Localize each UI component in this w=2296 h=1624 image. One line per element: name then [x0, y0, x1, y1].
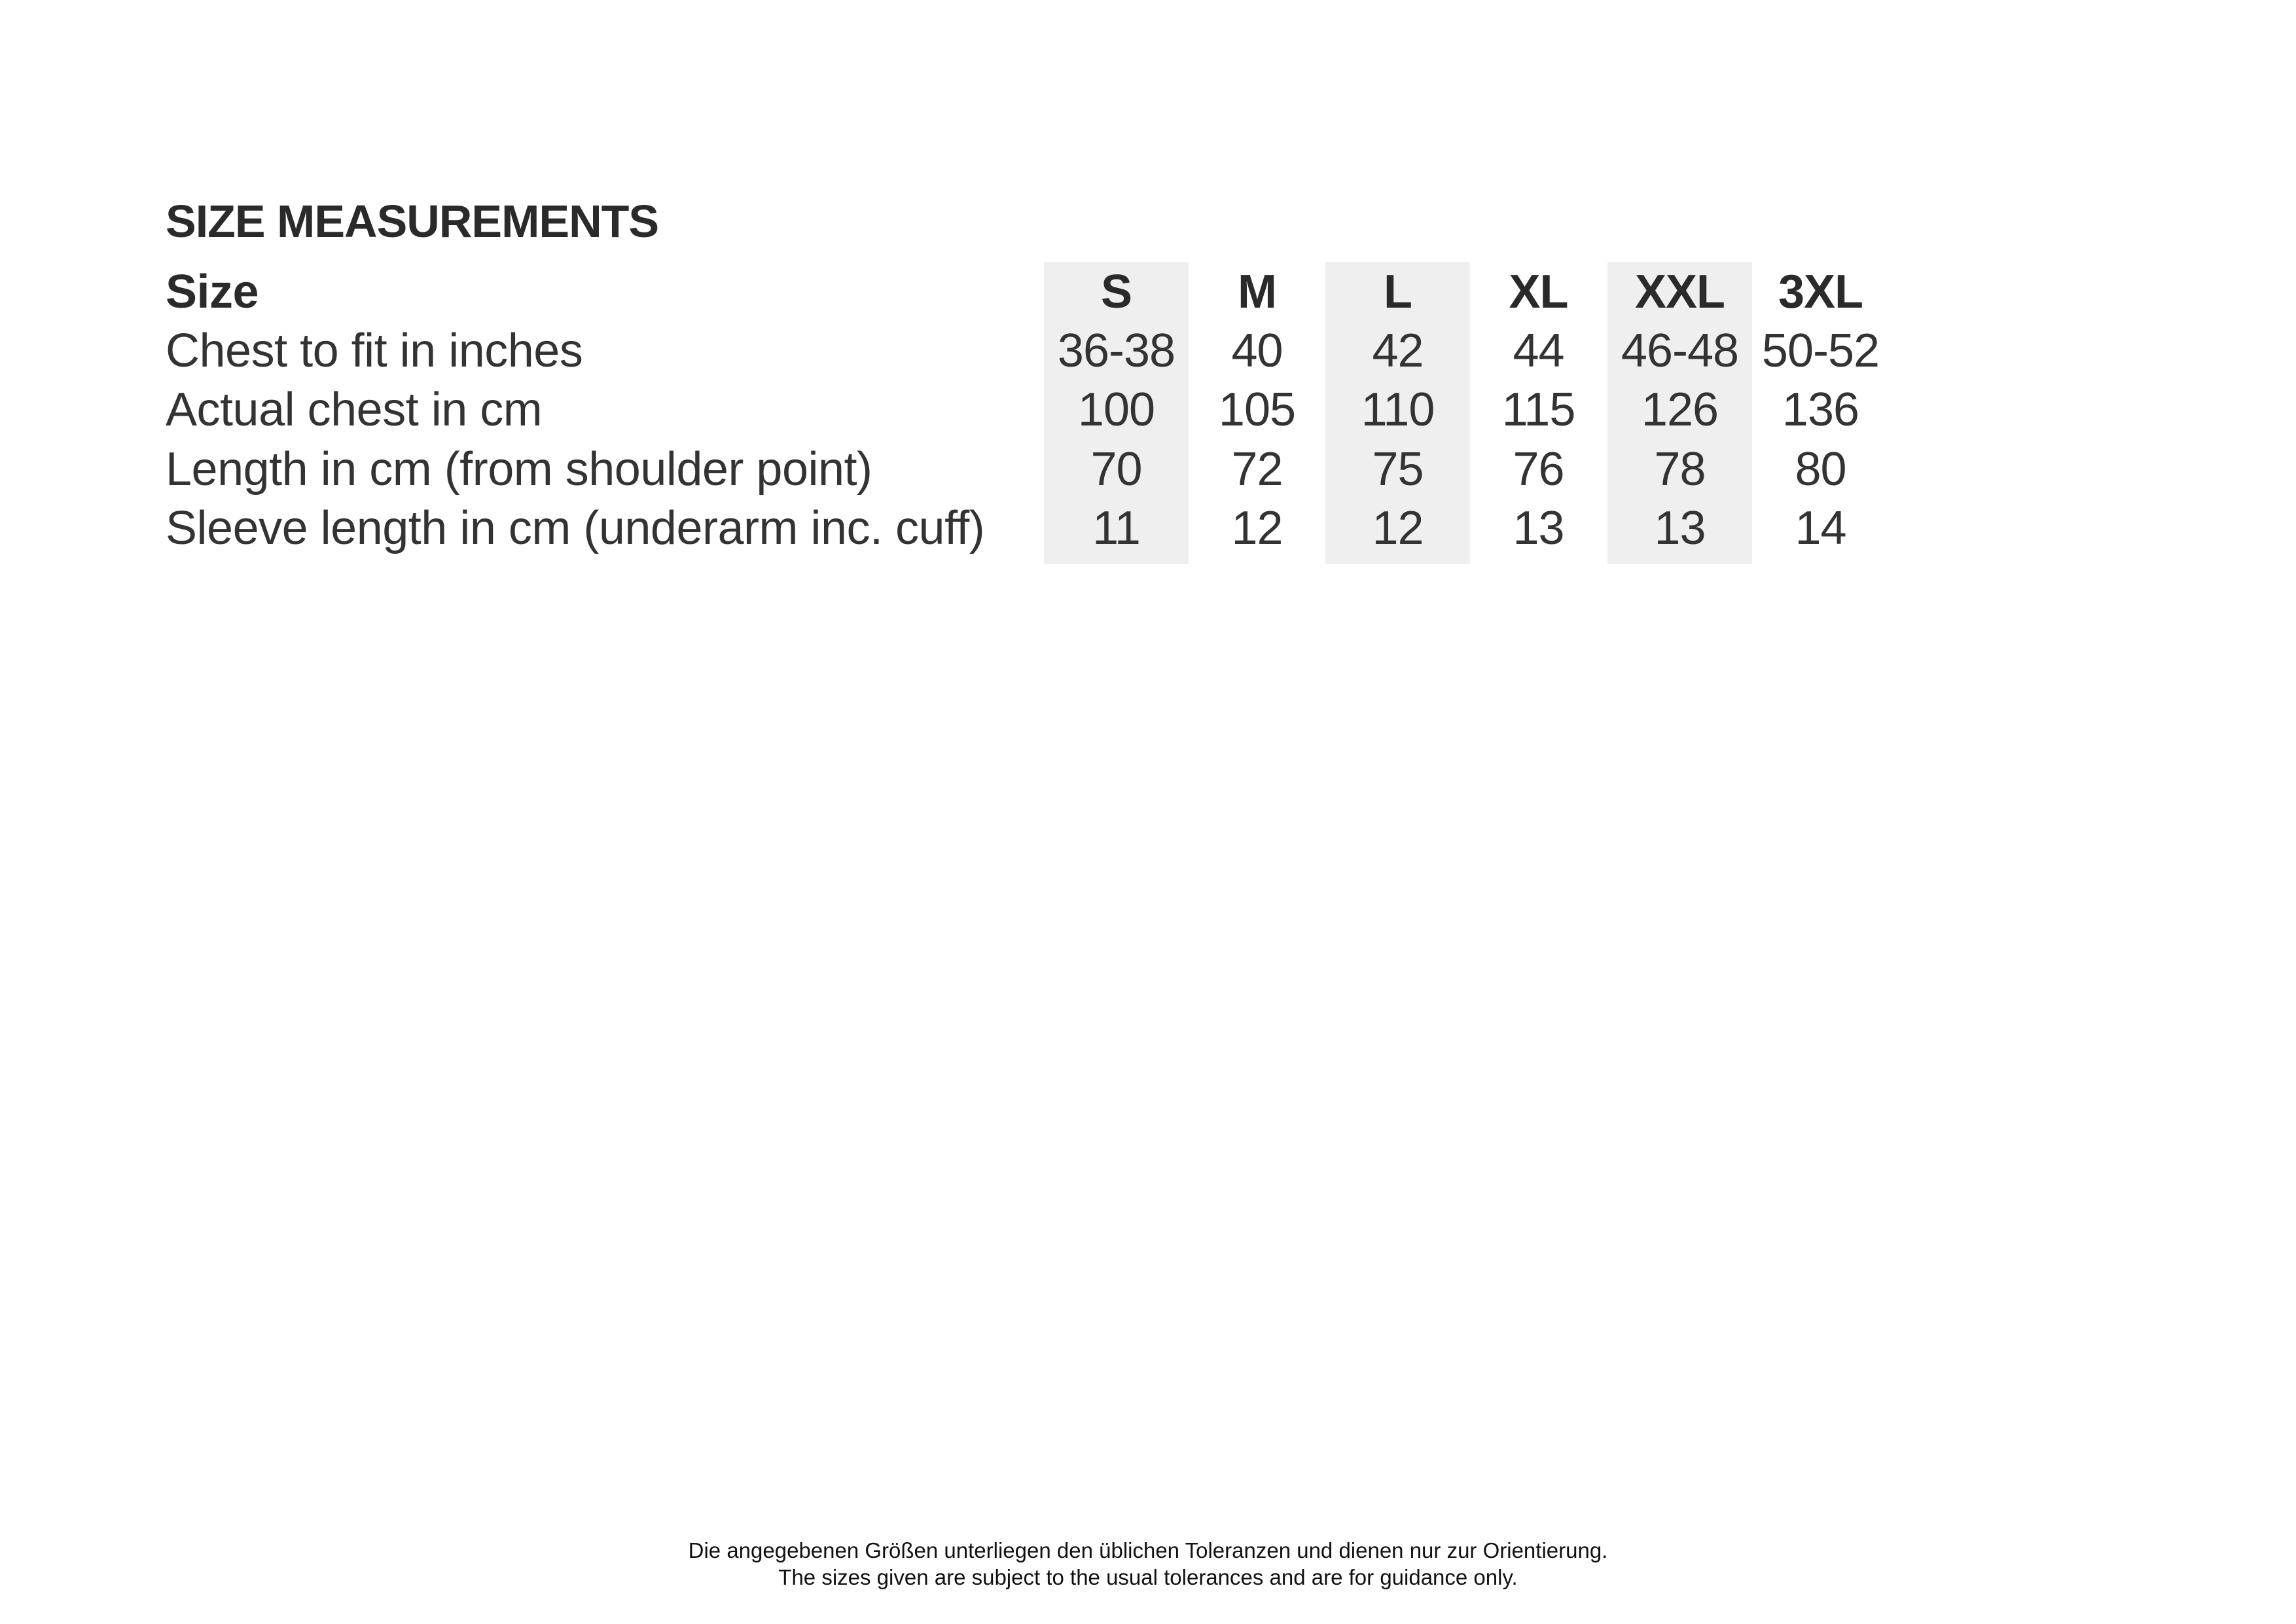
table-cell: 70	[1090, 443, 1142, 496]
size-header-xl: XL	[1509, 266, 1568, 318]
footnote-german: Die angegebenen Größen unterliegen den üblichen Toleranzen und dienen nur zur Orientierung.	[688, 1538, 1608, 1562]
table-cell: 13	[1513, 502, 1564, 554]
table-cell: 46-48	[1621, 325, 1739, 377]
page-title: SIZE MEASUREMENTS	[166, 196, 659, 247]
table-cell: 100	[1077, 384, 1155, 436]
row-label-actual-chest: Actual chest in cm	[166, 384, 543, 436]
table-cell: 11	[1092, 502, 1140, 554]
size-header-l: L	[1384, 266, 1412, 318]
table-cell: 136	[1782, 384, 1859, 436]
size-header-s: S	[1100, 266, 1132, 318]
table-cell: 75	[1372, 443, 1424, 496]
table-cell: 50-52	[1761, 325, 1880, 377]
row-label-chest-inches: Chest to fit in inches	[166, 325, 583, 377]
table-cell: 105	[1218, 384, 1296, 436]
table-cell: 14	[1795, 502, 1846, 554]
table-cell: 12	[1231, 502, 1283, 554]
table-cell: 76	[1513, 443, 1564, 496]
table-cell: 72	[1231, 443, 1283, 496]
table-cell: 36-38	[1057, 325, 1175, 377]
table-cell: 44	[1513, 325, 1564, 377]
table-cell: 115	[1501, 384, 1575, 436]
footnote-english: The sizes given are subject to the usual tolerances and are for guidance only.	[778, 1565, 1518, 1589]
table-cell: 40	[1231, 325, 1283, 377]
table-cell: 80	[1795, 443, 1846, 496]
table-cell: 13	[1654, 502, 1706, 554]
size-header-xxl: XXL	[1634, 266, 1725, 318]
size-header-m: M	[1238, 266, 1276, 318]
table-cell: 42	[1372, 325, 1424, 377]
row-label-length: Length in cm (from shoulder point)	[166, 443, 872, 496]
table-cell: 126	[1641, 384, 1719, 436]
table-cell: 12	[1372, 502, 1424, 554]
size-header-3xl: 3XL	[1778, 266, 1863, 318]
size-header-label: Size	[166, 266, 259, 318]
table-cell: 110	[1361, 384, 1435, 436]
row-label-sleeve-length: Sleeve length in cm (underarm inc. cuff)	[166, 502, 985, 554]
table-cell: 78	[1654, 443, 1706, 496]
